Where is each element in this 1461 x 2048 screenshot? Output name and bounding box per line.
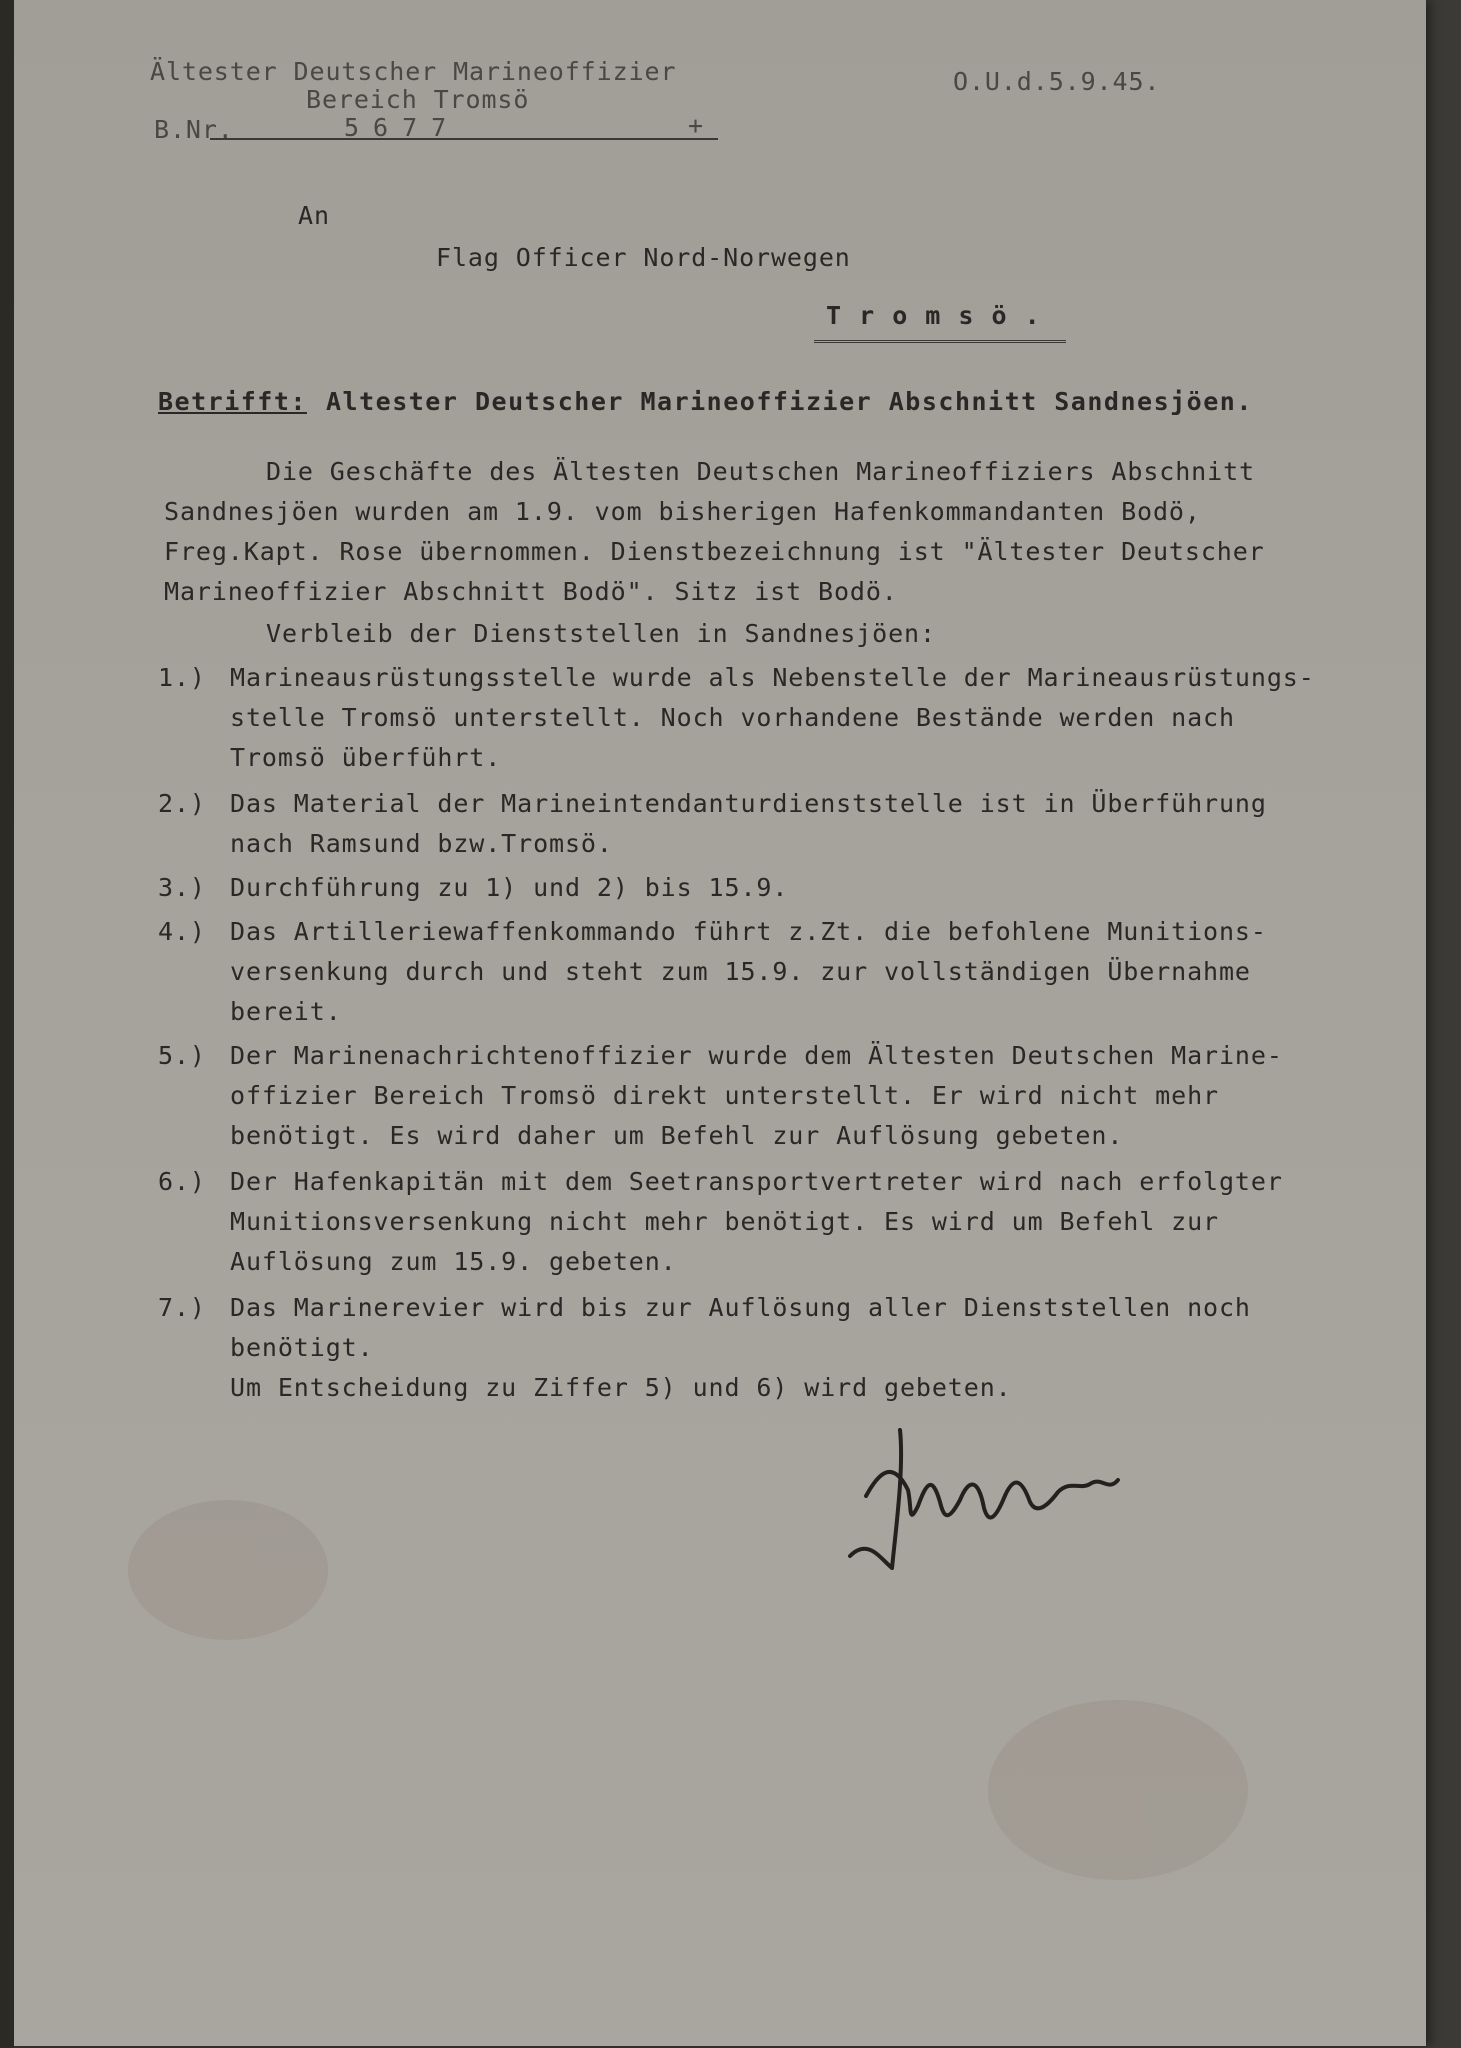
handwritten-signature — [808, 1418, 1168, 1588]
item-line: nach Ramsund bzw.Tromsö. — [230, 829, 613, 858]
item-line: Das Marinerevier wird bis zur Auflösung aller Dienststellen noch — [230, 1293, 1251, 1322]
paper-stain — [128, 1500, 328, 1640]
subject-text: Altester Deutscher Marineoffizier Abschnitt Sandnesjöen. — [326, 387, 1253, 416]
item-number: 5.) — [158, 1041, 206, 1070]
item-line: Tromsö überführt. — [230, 743, 502, 772]
closing-line: Um Entscheidung zu Ziffer 5) und 6) wird gebeten. — [230, 1373, 1012, 1402]
intro-line: Marineoffizier Abschnitt Bodö". Sitz ist Bodö. — [164, 577, 898, 606]
document-page — [8, 0, 1426, 2046]
item-line: Auflösung zum 15.9. gebeten. — [230, 1247, 677, 1276]
city-underline — [814, 340, 1066, 343]
item-line: Marineausrüstungsstelle wurde als Nebenstelle der Marineausrüstungs- — [230, 663, 1315, 692]
item-number: 7.) — [158, 1293, 206, 1322]
address-recipient: Flag Officer Nord-Norwegen — [436, 243, 851, 272]
intro-line: Sandnesjöen wurden am 1.9. vom bisherigen Hafenkommandanten Bodö, — [164, 497, 1201, 526]
item-line: Der Hafenkapitän mit dem Seetransportvertreter wird nach erfolgter — [230, 1167, 1283, 1196]
item-line: benötigt. Es wird daher um Befehl zur Auflösung gebeten. — [230, 1121, 1124, 1150]
item-line: Munitionsversenkung nicht mehr benötigt. Es wird um Befehl zur — [230, 1207, 1219, 1236]
item-line: Durchführung zu 1) und 2) bis 15.9. — [230, 873, 789, 902]
item-line: benötigt. — [230, 1333, 374, 1362]
item-number: 6.) — [158, 1167, 206, 1196]
item-number: 1.) — [158, 663, 206, 692]
intro-line: Freg.Kapt. Rose übernommen. Dienstbezeichnung ist "Ältester Deutscher — [164, 537, 1265, 566]
paper-stain — [988, 1700, 1248, 1880]
header-ref-suffix: + — [688, 111, 704, 140]
intro-line: Die Geschäfte des Ältesten Deutschen Marineoffiziers Abschnitt — [266, 457, 1255, 486]
item-number: 3.) — [158, 873, 206, 902]
binding-edge — [0, 0, 14, 2048]
item-number: 2.) — [158, 789, 206, 818]
item-line: Das Artilleriewaffenkommando führt z.Zt. die befohlene Munitions- — [230, 917, 1267, 946]
item-line: Der Marinenachrichtenoffizier wurde dem Ältesten Deutschen Marine- — [230, 1041, 1283, 1070]
header-org-line1: Ältester Deutscher Marineoffizier — [150, 57, 677, 86]
ref-line — [210, 138, 718, 140]
header-place-date: O.U.d.5.9.45. — [953, 67, 1161, 96]
address-prefix: An — [298, 201, 330, 230]
item-number: 4.) — [158, 917, 206, 946]
header-org-line2: Bereich Tromsö — [306, 85, 530, 114]
list-heading: Verbleib der Dienststellen in Sandnesjöen: — [266, 619, 936, 648]
item-line: offizier Bereich Tromsö direkt unterstellt. Er wird nicht mehr — [230, 1081, 1219, 1110]
item-line: bereit. — [230, 997, 342, 1026]
subject-label: Betrifft: — [158, 387, 307, 416]
item-line: stelle Tromsö unterstellt. Noch vorhandene Bestände werden nach — [230, 703, 1235, 732]
item-line: Das Material der Marineintendanturdienststelle ist in Überführung — [230, 789, 1267, 818]
header-ref-label: B.Nr. — [154, 115, 234, 144]
item-line: versenkung durch und steht zum 15.9. zur vollständigen Übernahme — [230, 957, 1251, 986]
address-city: T r o m s ö . — [826, 301, 1042, 330]
header-ref-number: 5677 — [344, 113, 461, 142]
